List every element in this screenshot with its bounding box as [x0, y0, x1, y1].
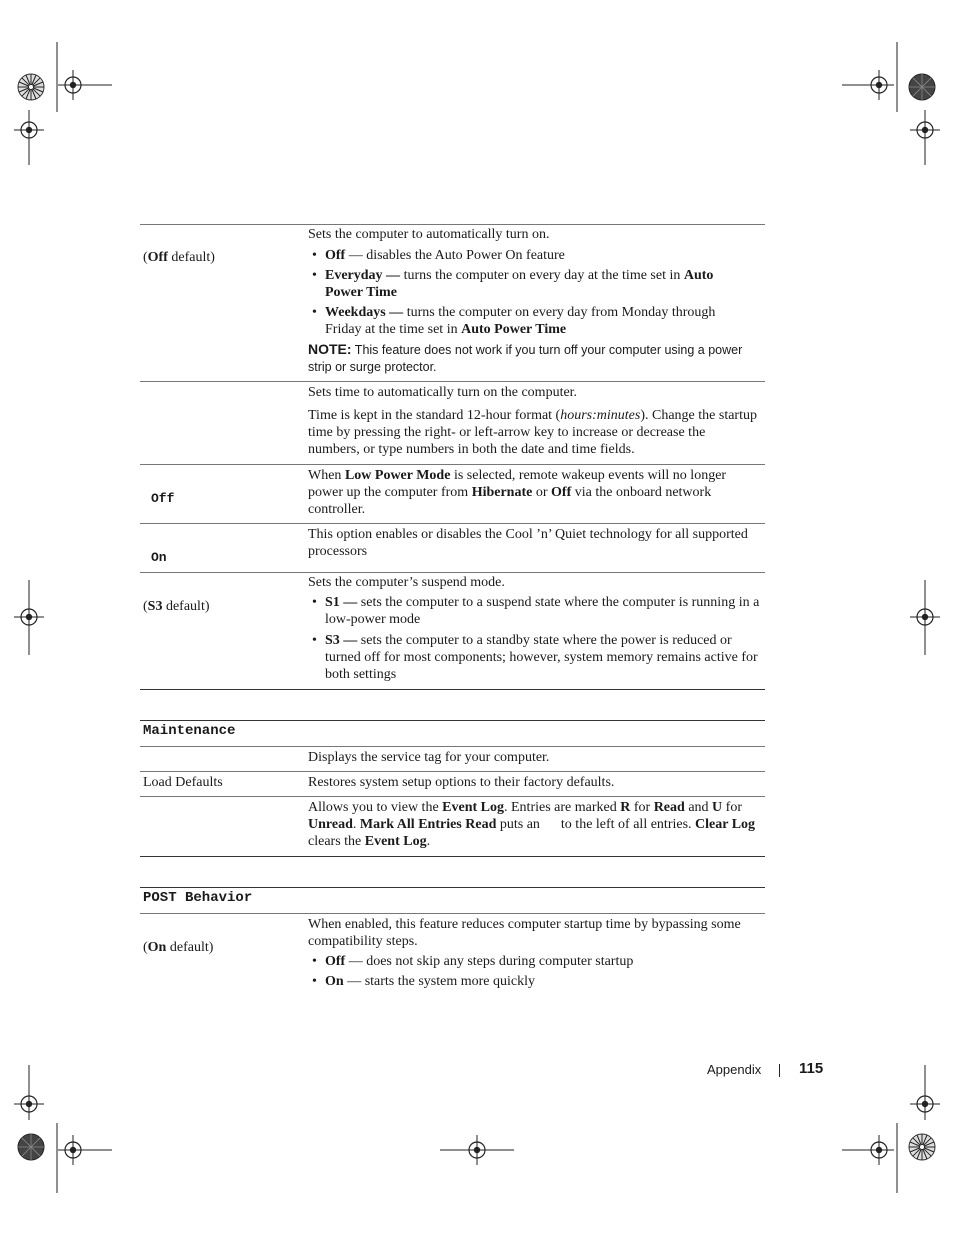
table-rule: [140, 796, 765, 797]
table-rule: [140, 523, 765, 524]
suspend-bullet-s3: S3 — sets the computer to a standby state where the power is reduced or turned off for most components; however, system memory remains active for both settings: [325, 633, 758, 682]
auto-power-bullet-weekdays: Weekdays — turns the computer on every day from Monday through Friday at the time set in Auto Power Time: [325, 305, 716, 337]
bullet-icon: •: [312, 305, 317, 320]
section-rule: [140, 887, 765, 888]
cool-quiet-default: On: [151, 550, 167, 565]
load-defaults-label: Load Defaults: [143, 775, 223, 790]
service-tag-desc: Displays the service tag for your computer.: [308, 750, 550, 765]
load-defaults-desc: Restores system setup options to their factory defaults.: [308, 775, 615, 790]
table-rule: [140, 689, 765, 690]
fastboot-bullet-off: Off — does not skip any steps during computer startup: [325, 954, 634, 969]
fastboot-intro: When enabled, this feature reduces computer startup time by bypassing some compatibility steps.: [308, 917, 741, 949]
bullet-icon: •: [312, 974, 317, 989]
auto-power-time-desc-1: Sets time to automatically turn on the computer.: [308, 385, 578, 400]
table-rule: [140, 464, 765, 465]
auto-power-bullet-off: Off — disables the Auto Power On feature: [325, 248, 565, 263]
fastboot-default: (On default): [143, 940, 214, 955]
suspend-mode-default: (S3 default): [143, 599, 210, 614]
cool-quiet-desc: This option enables or disables the Cool ’n’ Quiet technology for all supported processors: [308, 527, 748, 559]
table-rule: [140, 771, 765, 772]
auto-power-on-intro: Sets the computer to automatically turn on.: [308, 227, 550, 242]
auto-power-time-desc-2: Time is kept in the standard 12-hour format (hours:minutes). Change the startup time by pressing the right- or left-arrow key to increase or decrease the numbers, or type numbers in both the date and time fields.: [308, 408, 757, 457]
bullet-icon: •: [312, 633, 317, 648]
event-log-desc: Allows you to view the Event Log. Entries are marked R for Read and U for Unread. Mark All Entries Read puts an to the left of all entries. Clear Log clears the Event Log.: [308, 800, 756, 849]
table-rule: [140, 381, 765, 382]
bullet-icon: •: [312, 248, 317, 263]
low-power-mode-desc: When Low Power Mode is selected, remote wakeup events will no longer power up the computer from Hibernate or Off via the onboard network controller.: [308, 468, 727, 517]
low-power-mode-default: Off: [151, 491, 175, 506]
maintenance-header: Maintenance: [143, 723, 236, 739]
section-rule: [140, 746, 765, 747]
post-behavior-header: POST Behavior: [143, 890, 253, 906]
suspend-bullet-s1: S1 — sets the computer to a suspend state where the computer is running in a low-power mode: [325, 595, 760, 627]
footer-separator: [779, 1064, 780, 1077]
table-rule: [140, 856, 765, 857]
auto-power-on-default: (Off default): [143, 250, 215, 265]
auto-power-note: NOTE: This feature does not work if you turn off your computer using a power strip or surge protector.: [308, 341, 743, 374]
page-number: 115: [799, 1060, 824, 1077]
table-rule: [140, 224, 765, 225]
table-rule: [140, 572, 765, 573]
bullet-icon: •: [312, 595, 317, 610]
section-rule: [140, 913, 765, 914]
footer-section-name: Appendix: [707, 1062, 762, 1077]
fastboot-bullet-on: On — starts the system more quickly: [325, 974, 535, 989]
auto-power-bullet-everyday: Everyday — turns the computer on every day at the time set in Auto Power Time: [325, 268, 714, 300]
suspend-mode-intro: Sets the computer’s suspend mode.: [308, 575, 505, 590]
section-rule: [140, 720, 765, 721]
bullet-icon: •: [312, 268, 317, 283]
bullet-icon: •: [312, 954, 317, 969]
